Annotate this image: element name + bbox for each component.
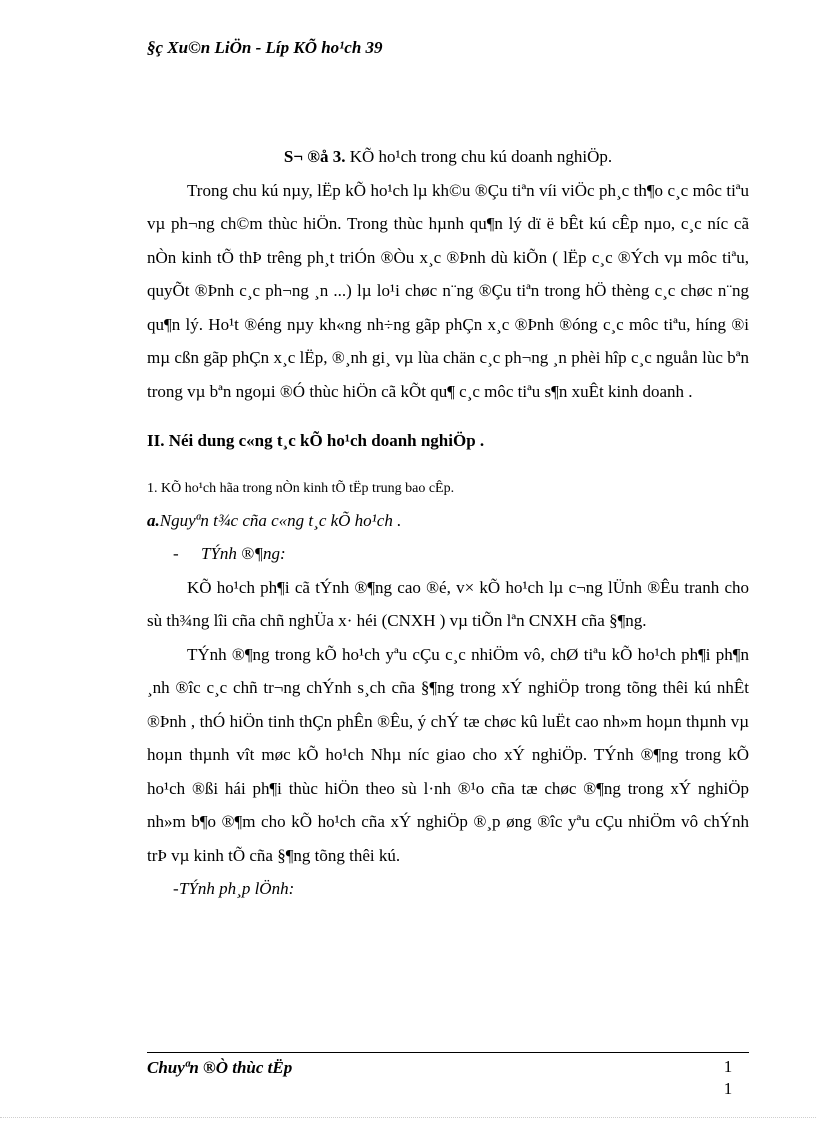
paragraph-party-nature-1: KÕ ho¹ch ph¶i cã tÝnh ®¶ng cao ®é, v× kÕ ho¹ch lµ c¬ng lÜnh ®Êu tranh cho sù th¾ng lîi cña chñ nghÜa x· héi (CNXH ) vµ tiÕn lªn CNXH cña §¶ng. xyxy=(147,577,749,630)
diagram-caption-text: KÕ ho¹ch trong chu kú doanh nghiÖp. xyxy=(345,147,613,166)
page-number xyxy=(718,1056,738,1100)
footer-divider xyxy=(147,1052,749,1053)
list-item-legal-nature xyxy=(173,872,749,906)
page-header: §ç Xu©n LiÖn - Líp KÕ ho¹ch 39 xyxy=(147,38,383,57)
page-body xyxy=(147,140,749,906)
list-item-text: TÝnh ®¶ng: xyxy=(201,544,286,563)
diagram-caption xyxy=(147,140,749,174)
list-item-text: TÝnh ph¸p lÖnh: xyxy=(179,879,295,898)
subsection-a-text: Nguyªn t¾c cña c«ng t¸c kÕ ho¹ch . xyxy=(159,510,402,530)
list-item-party-nature xyxy=(173,537,749,571)
subsection-heading: 1. KÕ ho¹ch hãa trong nÒn kinh tÕ tËp trung bao cÊp. xyxy=(147,480,455,496)
subsection-a-heading xyxy=(147,504,749,538)
page-edge-divider xyxy=(0,1117,816,1118)
list-dash: - xyxy=(173,544,179,563)
diagram-caption-label: S¬ ®å 3. xyxy=(283,147,346,166)
section-heading: II. Néi dung c«ng t¸c kÕ ho¹ch doanh nghiÖp . xyxy=(147,431,485,450)
page-number-bottom: 1 xyxy=(723,1079,733,1098)
paragraph-party-nature-2: TÝnh ®¶ng trong kÕ ho¹ch yªu cÇu c¸c nhiÖm vô, chØ tiªu kÕ ho¹ch ph¶i ph¶n ¸nh ®îc c¸c chñ tr¬ng chÝnh s¸ch cña §¶ng trong xÝ nghiÖp trong tõng thêi kú nhÊt ®Þnh , thÓ hiÖn tinh thÇn phÊn ®Êu, ý chÝ tæ chøc kû luËt cao nh»m hoµn thµnh vµ hoµn thµnh vît møc kÕ ho¹ch Nhµ níc giao cho xÝ nghiÖp. TÝnh ®¶ng trong kÕ ho¹ch ®ßi hái ph¶i thùc hiÖn theo sù l·nh ®¹o cña tæ chøc ®¶ng trong xÝ nghiÖp nh»m b¶o ®¶m cho kÕ ho¹ch cña xÝ nghiÖp ®¸p øng ®îc yªu cÇu nhiÖm vô chÝnh trÞ vµ kinh tÕ cña §¶ng tõng thêi kú. xyxy=(147,644,749,865)
page-number-top: 1 xyxy=(723,1057,733,1076)
paragraph-planning-cycle: Trong chu kú nµy, lËp kÕ ho¹ch lµ kh©u ®Çu tiªn víi viÖc ph¸c th¶o c¸c môc tiªu vµ ph¬ng ch©m thùc hiÖn. Trong thùc hµnh qu¶n lý dï ë bÊt kú cÊp nµo, c¸c níc cã nÒn kinh tÕ thÞ trêng ph¸t triÓn ®Òu x¸c ®Þnh dù kiÕn ( lËp c¸c ®Ých vµ môc tiªu, quyÕt ®Þnh c¸c ph¬ng ¸n ...) lµ lo¹i chøc n¨ng ®Çu tiªn trong hÖ thèng c¸c chøc n¨ng qu¶n lý. Ho¹t ®éng nµy kh«ng nh÷ng gãp phÇn x¸c ®Þnh ®óng c¸c môc tiªu, híng ®i mµ cßn gãp phÇn x¸c lËp, ®¸nh gi¸ vµ lùa chän c¸c ph¬ng ¸n phèi hîp c¸c nguån lùc bªn trong vµ bªn ngoµi ®Ó thùc hiÖn cã kÕt qu¶ c¸c môc tiªu s¶n xuÊt kinh doanh . xyxy=(147,180,749,401)
footer-title: Chuyªn ®Ò thùc tËp xyxy=(147,1058,293,1077)
subsection-a-letter: a. xyxy=(147,510,160,530)
list-dash: - xyxy=(173,879,179,898)
